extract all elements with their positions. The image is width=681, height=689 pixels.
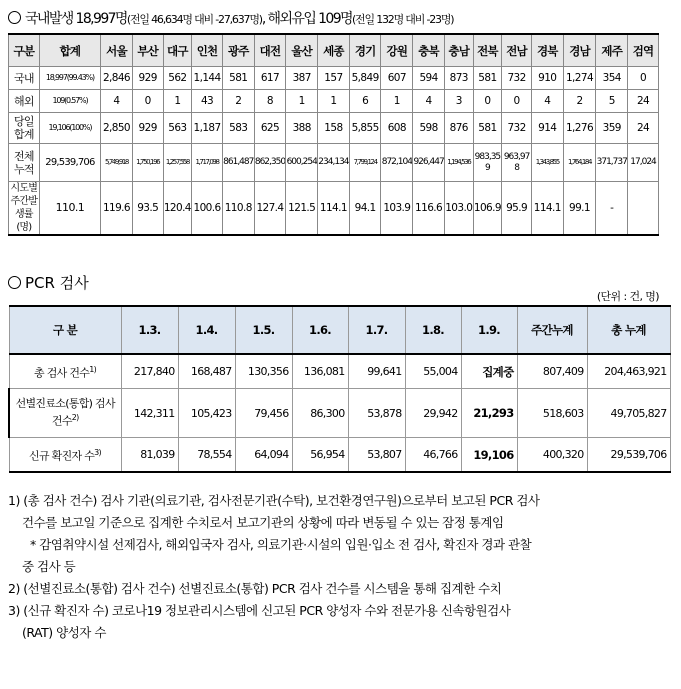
region-value-cell: 1,276 — [563, 113, 596, 144]
region-value-cell: 106.9 — [473, 182, 502, 236]
region-header-cell: 합계 — [39, 34, 100, 67]
region-value-cell: 1,717,098 — [192, 144, 223, 182]
region-value-cell: 963,978 — [502, 144, 532, 182]
region-value-cell: 732 — [502, 113, 532, 144]
region-value-cell: 594 — [413, 67, 445, 90]
region-value-cell: 862,350 — [254, 144, 286, 182]
footnote-3: 3) (신규 확진자 수) 코로나19 정보관리시스템에 신고된 PCR 양성자 수와 전문가용 신속항원검사 — [8, 603, 511, 618]
footnote-1: 1) (총 검사 건수) 검사 기관(의료기관, 검사전문기관(수탁), 보건환경연구원)으로부터 보고된 PCR 검사 — [8, 493, 540, 508]
region-header-cell: 세종 — [318, 34, 350, 67]
region-value-cell: 119.6 — [101, 182, 133, 236]
region-value-cell: 388 — [286, 113, 318, 144]
pcr-value-cell: 807,409 — [517, 354, 587, 389]
overseas-cases-detail: (전일 132명 대비 -23명) — [351, 13, 454, 26]
region-value-cell: 0 — [473, 90, 502, 113]
pcr-value-cell: 136,081 — [292, 354, 348, 389]
pcr-value-cell: 19,106 — [461, 438, 517, 473]
pcr-table — [8, 305, 671, 473]
region-total-cell: 18,997(99.43%) — [39, 67, 100, 90]
region-header-cell: 대전 — [254, 34, 286, 67]
region-value-cell: 1,144 — [192, 67, 223, 90]
region-value-cell: 94.1 — [349, 182, 381, 236]
pcr-value-cell: 29,942 — [405, 389, 461, 438]
title-separator: , — [261, 11, 268, 27]
region-value-cell: 1 — [318, 90, 350, 113]
region-header-cell: 제주 — [596, 34, 628, 67]
region-header-cell: 충남 — [444, 34, 473, 67]
footnotes — [8, 490, 673, 644]
pcr-value-cell: 204,463,921 — [587, 354, 670, 389]
region-row — [9, 144, 659, 182]
pcr-value-cell: 64,094 — [235, 438, 292, 473]
pcr-value-cell: 29,539,706 — [587, 438, 670, 473]
region-total-cell: 19,106(100%) — [39, 113, 100, 144]
region-value-cell: 608 — [381, 113, 413, 144]
region-header-cell: 부산 — [132, 34, 163, 67]
pcr-value-cell: 81,039 — [121, 438, 178, 473]
region-row-label: 당일 합계 — [9, 113, 40, 144]
region-value-cell: 2,846 — [101, 67, 133, 90]
region-value-cell: 103.0 — [444, 182, 473, 236]
region-value-cell: 617 — [254, 67, 286, 90]
region-value-cell: 0 — [502, 90, 532, 113]
region-row — [9, 113, 659, 144]
pcr-value-cell: 217,840 — [121, 354, 178, 389]
unit-label: (단위 : 건, 명) — [596, 290, 659, 303]
region-value-cell: 926,447 — [413, 144, 445, 182]
region-value-cell: 583 — [222, 113, 254, 144]
region-value-cell: 581 — [473, 67, 502, 90]
region-value-cell: 114.1 — [318, 182, 350, 236]
pcr-row-label — [9, 354, 121, 389]
region-header-cell: 검역 — [628, 34, 659, 67]
pcr-value-cell: 168,487 — [178, 354, 235, 389]
region-value-cell: 4 — [101, 90, 133, 113]
region-value-cell: 6 — [349, 90, 381, 113]
pcr-value-cell: 53,807 — [348, 438, 405, 473]
region-value-cell: 581 — [222, 67, 254, 90]
region-value-cell: 43 — [192, 90, 223, 113]
pcr-value-cell: 400,320 — [517, 438, 587, 473]
region-value-cell: 93.5 — [132, 182, 163, 236]
region-header-cell: 구분 — [9, 34, 40, 67]
footnote-2: 2) (선별진료소(통합) 검사 건수) 선별진료소(통합) PCR 검사 건수를 시스템을 통해 집계한 수치 — [8, 581, 502, 596]
region-value-cell: 7,799,124 — [349, 144, 381, 182]
region-value-cell: 581 — [473, 113, 502, 144]
region-header-cell: 인천 — [192, 34, 223, 67]
region-row-label: 해외 — [9, 90, 40, 113]
pcr-row — [9, 354, 670, 389]
pcr-value-cell: 55,004 — [405, 354, 461, 389]
pcr-value-cell: 56,954 — [292, 438, 348, 473]
region-header-cell: 경기 — [349, 34, 381, 67]
region-value-cell: 1,750,196 — [132, 144, 163, 182]
region-value-cell: 732 — [502, 67, 532, 90]
region-value-cell: 5,849 — [349, 67, 381, 90]
region-header-cell: 경남 — [563, 34, 596, 67]
region-value-cell: 157 — [318, 67, 350, 90]
footnote-1-star: * 감염취약시설 선제검사, 해외입국자 검사, 의료기관·시설의 입원·입소 전 검사, 확진자 경과 관찰 — [30, 537, 532, 552]
domestic-section-title — [8, 8, 453, 28]
circle-bullet-icon — [8, 11, 21, 24]
pcr-header-cell: 1.7. — [348, 306, 405, 354]
pcr-section-title — [8, 272, 89, 293]
region-value-cell: 0 — [132, 90, 163, 113]
region-value-cell: 8 — [254, 90, 286, 113]
region-value-cell: 95.9 — [502, 182, 532, 236]
pcr-header-cell: 1.9. — [461, 306, 517, 354]
region-row-label: 국내 — [9, 67, 40, 90]
pcr-row — [9, 438, 670, 473]
region-header-cell: 전남 — [502, 34, 532, 67]
pcr-value-cell: 130,356 — [235, 354, 292, 389]
region-value-cell: 1,343,855 — [531, 144, 563, 182]
region-value-cell: 562 — [163, 67, 192, 90]
region-value-cell: 929 — [132, 67, 163, 90]
region-value-cell: - — [596, 182, 628, 236]
footnote-marker: 2) — [71, 413, 79, 423]
footnote-3-cont: (RAT) 양성자 수 — [22, 625, 106, 640]
region-value-cell: 563 — [163, 113, 192, 144]
region-value-cell: 17,024 — [628, 144, 659, 182]
region-row — [9, 67, 659, 90]
region-value-cell: 607 — [381, 67, 413, 90]
pcr-header-cell: 1.8. — [405, 306, 461, 354]
pcr-value-cell: 518,603 — [517, 389, 587, 438]
circle-bullet-icon — [8, 276, 21, 289]
pcr-title: PCR 검사 — [25, 274, 89, 292]
region-row-label: 전체 누적 — [9, 144, 40, 182]
region-header-row — [9, 34, 659, 67]
region-value-cell: 354 — [596, 67, 628, 90]
region-header-cell: 서울 — [101, 34, 133, 67]
pcr-value-cell: 105,423 — [178, 389, 235, 438]
pcr-header-cell: 1.5. — [235, 306, 292, 354]
pcr-value-cell: 21,293 — [461, 389, 517, 438]
region-value-cell: 359 — [596, 113, 628, 144]
pcr-value-cell: 49,705,827 — [587, 389, 670, 438]
region-value-cell: 1,764,184 — [563, 144, 596, 182]
region-row — [9, 182, 659, 236]
pcr-value-cell: 집계중 — [461, 354, 517, 389]
region-value-cell: 914 — [531, 113, 563, 144]
region-value-cell: 910 — [531, 67, 563, 90]
region-value-cell: 5 — [596, 90, 628, 113]
region-value-cell: 3 — [444, 90, 473, 113]
region-value-cell — [628, 182, 659, 236]
region-value-cell: 24 — [628, 113, 659, 144]
region-value-cell: 861,487 — [222, 144, 254, 182]
region-value-cell: 2 — [563, 90, 596, 113]
pcr-row-label-text: 총 검사 건수 — [33, 366, 90, 380]
region-value-cell: 4 — [531, 90, 563, 113]
region-value-cell: 1 — [163, 90, 192, 113]
region-value-cell: 99.1 — [563, 182, 596, 236]
region-value-cell: 1,187 — [192, 113, 223, 144]
region-total-cell: 109(0.57%) — [39, 90, 100, 113]
region-header-cell: 대구 — [163, 34, 192, 67]
pcr-header-cell: 총 누계 — [587, 306, 670, 354]
region-total-cell: 110.1 — [39, 182, 100, 236]
region-row — [9, 90, 659, 113]
region-value-cell: 4 — [413, 90, 445, 113]
pcr-header-cell: 1.4. — [178, 306, 235, 354]
footnote-marker: 1) — [89, 364, 97, 374]
region-value-cell: 234,134 — [318, 144, 350, 182]
region-value-cell: 5,855 — [349, 113, 381, 144]
domestic-cases-detail: (전일 46,634명 대비 -27,637명) — [126, 13, 262, 26]
pcr-row-label — [9, 438, 121, 473]
region-value-cell: 158 — [318, 113, 350, 144]
region-value-cell: 983,359 — [473, 144, 502, 182]
pcr-header-cell: 구 분 — [9, 306, 121, 354]
region-value-cell: 1,274 — [563, 67, 596, 90]
region-header-cell: 강원 — [381, 34, 413, 67]
pcr-value-cell: 46,766 — [405, 438, 461, 473]
region-value-cell: 127.4 — [254, 182, 286, 236]
region-value-cell: 876 — [444, 113, 473, 144]
region-value-cell: 116.6 — [413, 182, 445, 236]
region-value-cell: 110.8 — [222, 182, 254, 236]
pcr-row-label-text: 선별진료소(통합) 검사 건수 — [15, 397, 115, 428]
region-value-cell: 1 — [286, 90, 318, 113]
pcr-row — [9, 389, 670, 438]
region-value-cell: 1,194,536 — [444, 144, 473, 182]
region-value-cell: 100.6 — [192, 182, 223, 236]
region-table — [8, 33, 659, 236]
pcr-value-cell: 79,456 — [235, 389, 292, 438]
region-value-cell: 600,254 — [286, 144, 318, 182]
pcr-row-label-text: 신규 확진자 수 — [29, 449, 95, 463]
pcr-value-cell: 86,300 — [292, 389, 348, 438]
pcr-value-cell: 53,878 — [348, 389, 405, 438]
overseas-cases: 해외유입 109명 — [267, 11, 352, 27]
region-value-cell: 625 — [254, 113, 286, 144]
region-header-cell: 경북 — [531, 34, 563, 67]
region-value-cell: 2 — [222, 90, 254, 113]
pcr-header-row — [9, 306, 670, 354]
pcr-header-cell: 주간누계 — [517, 306, 587, 354]
region-value-cell: 872,104 — [381, 144, 413, 182]
pcr-header-cell: 1.3. — [121, 306, 178, 354]
footnote-marker: 3) — [94, 447, 101, 457]
region-value-cell: 1,257,558 — [163, 144, 192, 182]
pcr-row-label — [9, 389, 121, 438]
region-value-cell: 2,850 — [101, 113, 133, 144]
region-value-cell: 598 — [413, 113, 445, 144]
pcr-header-cell: 1.6. — [292, 306, 348, 354]
region-header-cell: 울산 — [286, 34, 318, 67]
pcr-value-cell: 142,311 — [121, 389, 178, 438]
region-value-cell: 114.1 — [531, 182, 563, 236]
region-value-cell: 873 — [444, 67, 473, 90]
pcr-value-cell: 99,641 — [348, 354, 405, 389]
region-value-cell: 371,737 — [596, 144, 628, 182]
region-row-label: 시도별주간발생률(명) — [9, 182, 40, 236]
footnote-1-star-cont: 중 검사 등 — [22, 559, 76, 574]
region-value-cell: 120.4 — [163, 182, 192, 236]
footnote-1-cont: 건수를 보고일 기준으로 집계한 수치로서 보고기관의 상황에 따라 변동될 수 있는 잠정 통계임 — [22, 515, 504, 530]
region-value-cell: 5,749,918 — [101, 144, 133, 182]
region-value-cell: 24 — [628, 90, 659, 113]
region-value-cell: 1 — [381, 90, 413, 113]
region-total-cell: 29,539,706 — [39, 144, 100, 182]
region-header-cell: 광주 — [222, 34, 254, 67]
region-value-cell: 0 — [628, 67, 659, 90]
region-header-cell: 충북 — [413, 34, 445, 67]
region-value-cell: 121.5 — [286, 182, 318, 236]
domestic-cases: 국내발생 18,997명 — [25, 11, 127, 27]
pcr-value-cell: 78,554 — [178, 438, 235, 473]
region-value-cell: 929 — [132, 113, 163, 144]
region-header-cell: 전북 — [473, 34, 502, 67]
region-value-cell: 387 — [286, 67, 318, 90]
region-value-cell: 103.9 — [381, 182, 413, 236]
